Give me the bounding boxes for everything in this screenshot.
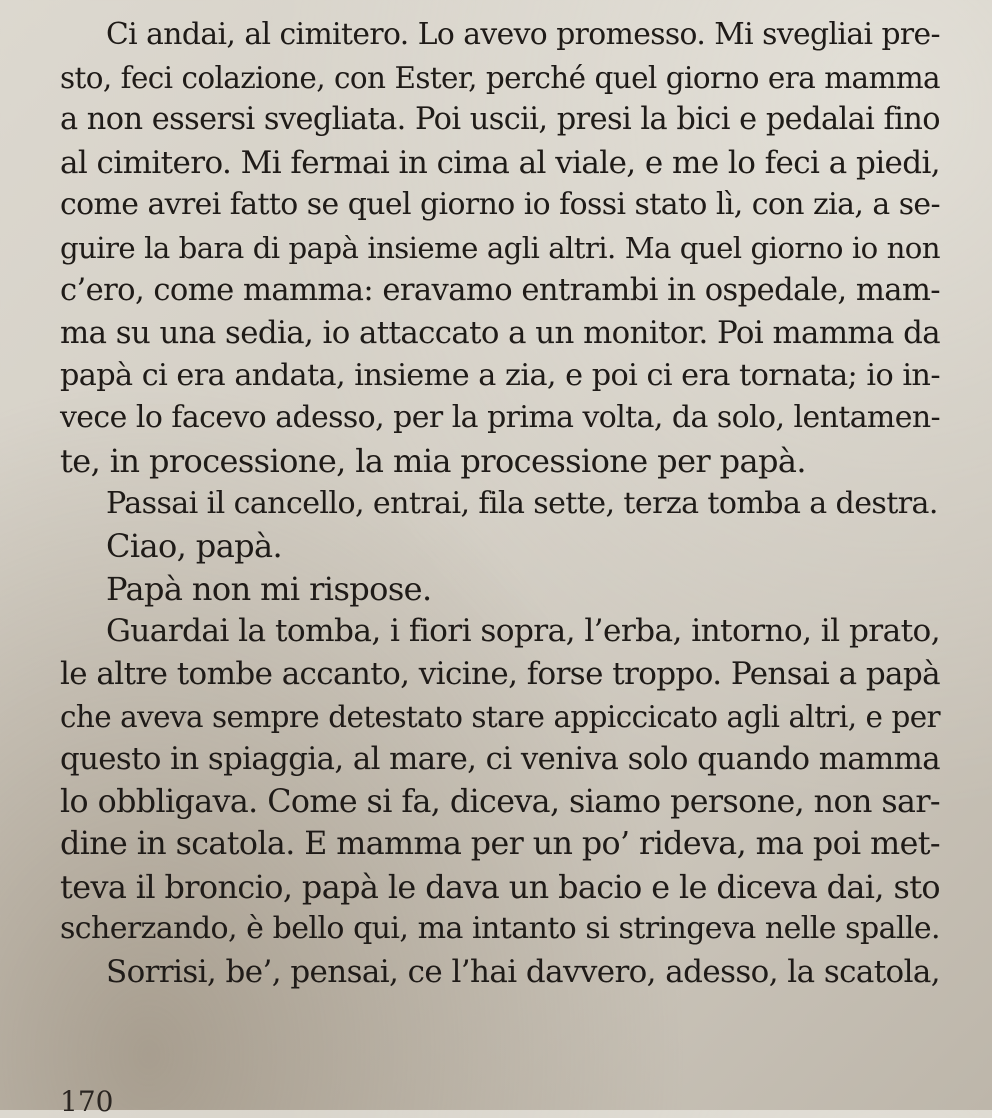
text-line: a non essersi svegliata. Poi uscii, presi la bici e pedalai fino xyxy=(60,102,940,138)
text-line: che aveva sempre detestato stare appiccicato agli altri, e per xyxy=(60,699,940,734)
text-line: come avrei fatto se quel giorno io fossi stato lì, con zia, a se- xyxy=(60,187,940,223)
text-line: Papà non mi rispose. xyxy=(106,569,432,608)
text-line: lo obbligava. Come si fa, diceva, siamo persone, non sar- xyxy=(60,783,940,820)
text-line: al cimitero. Mi fermai in cima al viale, e me lo feci a piedi, xyxy=(60,144,940,181)
text-line: c’ero, come mamma: eravamo entrambi in ospedale, mam- xyxy=(60,272,940,308)
text-line: le altre tombe accanto, vicine, forse troppo. Pensai a papà xyxy=(60,655,940,692)
text-line: dine in scatola. E mamma per un po’ rideva, ma poi met- xyxy=(60,826,940,863)
text-line: sto, feci colazione, con Ester, perché quel giorno era mamma xyxy=(60,60,940,95)
text-line: teva il broncio, papà le dava un bacio e le diceva dai, sto xyxy=(60,867,940,906)
text-line: Ciao, papà. xyxy=(106,527,283,566)
text-line: te, in processione, la mia processione per papà. xyxy=(60,441,806,480)
text-line: vece lo facevo adesso, per la prima volta, da solo, lentamen- xyxy=(60,400,940,436)
text-line: questo in spiaggia, al mare, ci veniva solo quando mamma xyxy=(60,741,940,778)
page-number: 170 xyxy=(60,1085,114,1118)
text-line: guire la bara di papà insieme agli altri. Ma quel giorno io non xyxy=(60,230,940,265)
text-line: Guardai la tomba, i fiori sopra, l’erba, intorno, il prato, xyxy=(106,613,940,650)
text-line: ma su una sedia, io attaccato a un monitor. Poi mamma da xyxy=(60,315,940,352)
text-line: papà ci era andata, insieme a zia, e poi ci era tornata; io in- xyxy=(60,357,940,393)
text-line: scherzando, è bello qui, ma intanto si stringeva nelle spalle. xyxy=(60,911,940,947)
text-line: Passai il cancello, entrai, fila sette, terza tomba a destra. xyxy=(106,485,938,521)
text-line: Ci andai, al cimitero. Lo avevo promesso. Mi svegliai pre- xyxy=(106,17,940,52)
text-line: Sorrisi, be’, pensai, ce l’hai davvero, adesso, la scatola, xyxy=(106,954,940,991)
page-text xyxy=(60,14,940,994)
